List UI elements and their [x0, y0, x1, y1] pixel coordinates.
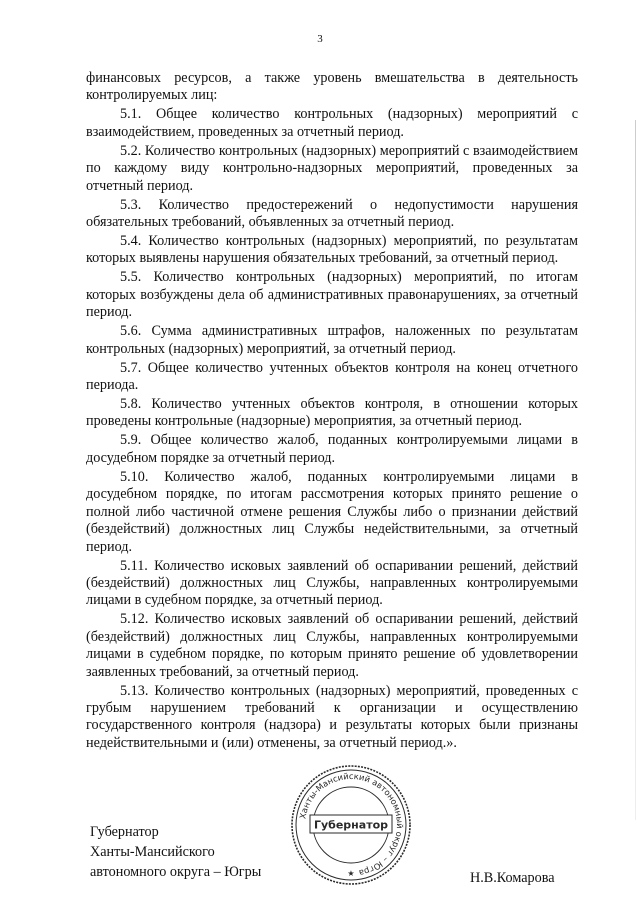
paragraph-5-4: 5.4. Количество контрольных (надзорных) мероприятий, по результатам которых выявлены нарушения обязательных требований, за отчетный период.	[86, 233, 578, 267]
paragraph-5-1: 5.1. Общее количество контрольных (надзорных) мероприятий с взаимодействием, проведенных за отчетный период.	[86, 106, 578, 140]
signer-title-line-2: Ханты-Мансийского	[90, 844, 215, 860]
page-number: 3	[317, 33, 323, 45]
signer-title-line-1: Губернатор	[90, 824, 159, 840]
official-seal	[288, 762, 414, 888]
paragraph-intro: финансовых ресурсов, а также уровень вмешательства в деятельность контролируемых лиц:	[86, 70, 578, 104]
document-body	[86, 70, 578, 754]
paragraph-5-3: 5.3. Количество предостережений о недопустимости нарушения обязательных требований, объявленных за отчетный период.	[86, 196, 578, 231]
paragraph-5-11: 5.11. Количество исковых заявлений об оспаривании решений, действий (бездействий) должностных лиц Службы, направленных контролируемыми лицами в судебном порядке, за отчетный период.	[86, 557, 578, 609]
signer-name: Н.В.Комарова	[470, 870, 555, 886]
paragraph-5-6: 5.6. Сумма административных штрафов, наложенных по результатам контрольных (надзорных) мероприятий, за отчетный период.	[86, 323, 578, 357]
paragraph-5-12: 5.12. Количество исковых заявлений об оспаривании решений, действий (бездействий) должностных лиц Службы, направленных контролируемыми лицами в судебном порядке, по которым принято решение об удовлетворении заявленных требований, за отчетный период.	[86, 611, 578, 680]
paragraph-5-13: 5.13. Количество контрольных (надзорных) мероприятий, проведенных с грубым нарушением требований к организации и осуществлению государственного контроля (надзора) и результаты которых были признаны недействительными и (или) отменены, за отчетный период.».	[86, 682, 578, 751]
seal-star-icon: ★	[347, 869, 355, 878]
paragraph-5-2: 5.2. Количество контрольных (надзорных) мероприятий с взаимодействием по каждому виду контрольно-надзорных мероприятий, проведенных за отчетный период.	[86, 142, 578, 194]
scan-edge-line	[635, 120, 636, 820]
paragraph-5-8: 5.8. Количество учтенных объектов контроля, в отношении которых проведены контрольные (надзорные) мероприятия, за отчетный период.	[86, 396, 578, 430]
paragraph-5-10: 5.10. Количество жалоб, поданных контролируемыми лицами в досудебном порядке, по итогам рассмотрения которых принято решение о полной либо частичной отмене решения Службы либо о признании действий (бездействий) должностных лиц Службы недействительными, за отчетный период.	[86, 468, 578, 555]
paragraph-5-5: 5.5. Количество контрольных (надзорных) мероприятий, по итогам которых возбуждены дела об административных правонарушениях, за отчетный период.	[86, 269, 578, 321]
signer-title-line-3: автономного округа – Югры	[90, 864, 262, 880]
paragraph-5-9: 5.9. Общее количество жалоб, поданных контролируемыми лицами в досудебном порядке за отчетный период.	[86, 432, 578, 466]
seal-center-text: Губернатор	[313, 818, 389, 832]
signature-block	[90, 822, 261, 882]
seal-ring-text: Ханты-Мансийский автономный округ – Югра	[297, 770, 406, 879]
paragraph-5-7: 5.7. Общее количество учтенных объектов контроля на конец отчетного периода.	[86, 359, 578, 394]
